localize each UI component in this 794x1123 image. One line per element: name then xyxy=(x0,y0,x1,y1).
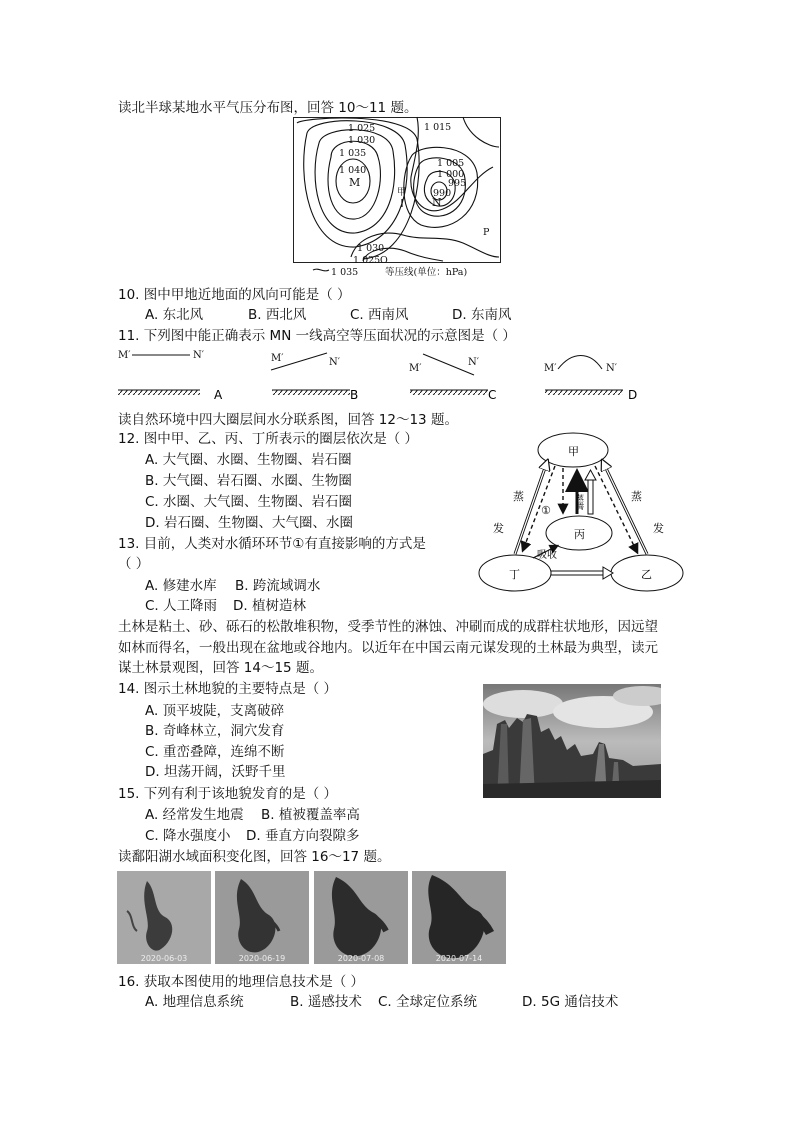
svg-text:M′: M′ xyxy=(271,353,284,364)
satellite-image-2 xyxy=(215,871,309,964)
q13-option-b: B. 跨流域调水 xyxy=(235,578,321,594)
q15-option-b: B. 植被覆盖率高 xyxy=(261,807,360,823)
svg-text:N′: N′ xyxy=(606,363,618,374)
svg-text:发: 发 xyxy=(653,522,664,535)
svg-text:N′: N′ xyxy=(193,350,205,361)
intro-isobar: 读北半球某地水平气压分布图，回答 10～11 题。 xyxy=(118,100,418,116)
q10-option-b: B. 西北风 xyxy=(248,307,307,323)
satellite-date-1: 2020-06-03 xyxy=(140,954,188,963)
q10-option-c: C. 西南风 xyxy=(350,307,409,323)
svg-text:N′: N′ xyxy=(468,357,480,368)
svg-text:1 000: 1 000 xyxy=(437,169,465,180)
satellite-image-1 xyxy=(117,871,211,964)
svg-text:1 030: 1 030 xyxy=(348,135,376,146)
svg-text:①: ① xyxy=(541,504,551,517)
svg-text:甲: 甲 xyxy=(397,187,407,198)
q16-option-b: B. 遥感技术 xyxy=(290,994,362,1010)
svg-text:蒸: 蒸 xyxy=(631,490,642,503)
intro-tulin-line3: 谋土林景观图，回答 14～15 题。 xyxy=(118,660,323,676)
q10-option-d: D. 东南风 xyxy=(452,307,512,323)
q12-option-b: B. 大气圈、岩石圈、水圈、生物圈 xyxy=(145,473,352,489)
svg-text:丁: 丁 xyxy=(509,568,520,581)
satellite-image-4 xyxy=(412,871,506,964)
svg-text:吸收: 吸收 xyxy=(537,550,557,561)
q13-option-d: D. 植树造林 xyxy=(233,598,306,614)
svg-text:N: N xyxy=(432,196,442,209)
svg-text:N′: N′ xyxy=(329,357,341,368)
svg-text:1 025: 1 025 xyxy=(353,255,381,266)
intro-tulin-line1: 土林是粘土、砂、砾石的松散堆积物，受季节性的淋蚀、冲刷而成的成群柱状地形，因远望 xyxy=(118,619,658,635)
q14-option-a: A. 顶平坡陡，支离破碎 xyxy=(145,703,285,719)
svg-text:M′: M′ xyxy=(544,363,557,374)
q15-option-a: A. 经常发生地震 xyxy=(145,807,244,823)
svg-text:蒸: 蒸 xyxy=(513,490,524,503)
svg-text:990: 990 xyxy=(433,188,452,199)
svg-text:等压线(单位：hPa): 等压线(单位：hPa) xyxy=(385,267,468,278)
q11-options-diagram xyxy=(0,345,794,405)
svg-text:M′: M′ xyxy=(409,363,422,374)
svg-text:M: M xyxy=(349,176,361,189)
tulin-landscape-photo xyxy=(483,684,661,798)
q12-option-c: C. 水圈、大气圈、生物圈、岩石圈 xyxy=(145,494,353,510)
intro-spheres: 读自然环境中四大圈层间水分联系图，回答 12～13 题。 xyxy=(118,412,458,428)
svg-text:发: 发 xyxy=(493,522,504,535)
q10-stem: 10. 图中甲地近地面的风向可能是（ ） xyxy=(118,287,351,303)
svg-text:1 035: 1 035 xyxy=(339,148,367,159)
svg-text:蒸腾: 蒸腾 xyxy=(575,494,585,510)
q14-option-b: B. 奇峰林立，洞穴发育 xyxy=(145,723,285,739)
q16-option-d: D. 5G 通信技术 xyxy=(522,994,619,1010)
svg-text:1 040: 1 040 xyxy=(339,165,367,176)
svg-text:O: O xyxy=(380,255,388,266)
satellite-image-3 xyxy=(314,871,408,964)
q14-option-c: C. 重峦叠障，连绵不断 xyxy=(145,744,285,760)
q13-stem-line1: 13. 目前，人类对水循环环节①有直接影响的方式是 xyxy=(118,536,426,552)
q12-option-d: D. 岩石圈、生物圈、大气圈、水圈 xyxy=(145,515,353,531)
q16-option-c: C. 全球定位系统 xyxy=(378,994,478,1010)
svg-text:甲: 甲 xyxy=(568,445,579,458)
satellite-date-2: 2020-06-19 xyxy=(238,954,286,963)
q15-stem: 15. 下列有利于该地貌发育的是（ ） xyxy=(118,786,338,802)
q13-option-c: C. 人工降雨 xyxy=(145,598,218,614)
svg-text:A: A xyxy=(214,388,223,402)
sphere-cycle-diagram xyxy=(475,432,687,600)
q11-stem: 11. 下列图中能正确表示 MN 一线高空等压面状况的示意图是（ ） xyxy=(118,328,516,344)
svg-text:P: P xyxy=(483,227,490,238)
satellite-date-4: 2020-07-14 xyxy=(435,954,483,963)
isobar-map-drawing xyxy=(293,117,499,279)
svg-text:D: D xyxy=(628,388,638,402)
q16-stem: 16. 获取本图使用的地理信息技术是（ ） xyxy=(118,974,365,990)
q14-stem: 14. 图示土林地貌的主要特点是（ ） xyxy=(118,681,338,697)
svg-text:M′: M′ xyxy=(118,350,131,361)
q15-option-d: D. 垂直方向裂隙多 xyxy=(246,828,360,844)
svg-text:丙: 丙 xyxy=(574,528,585,541)
svg-text:1 015: 1 015 xyxy=(424,122,452,133)
q12-stem: 12. 图中甲、乙、丙、丁所表示的圈层依次是（ ） xyxy=(118,431,419,447)
q15-option-c: C. 降水强度小 xyxy=(145,828,231,844)
satellite-date-3: 2020-07-08 xyxy=(337,954,385,963)
svg-text:C: C xyxy=(488,388,497,402)
svg-text:乙: 乙 xyxy=(641,568,652,581)
q12-option-a: A. 大气圈、水圈、生物圈、岩石圈 xyxy=(145,452,352,468)
svg-text:1 030: 1 030 xyxy=(357,243,385,254)
svg-text:995: 995 xyxy=(448,178,467,189)
q13-option-a: A. 修建水库 xyxy=(145,578,217,594)
intro-tulin-line2: 如林而得名，一般出现在盆地或谷地内。以近年在中国云南元谋发现的土林最为典型，读元 xyxy=(118,640,658,656)
q10-option-a: A. 东北风 xyxy=(145,307,204,323)
intro-poyang: 读鄱阳湖水域面积变化图，回答 16～17 题。 xyxy=(118,849,391,865)
q13-stem-line2: （ ） xyxy=(118,556,150,572)
svg-text:1 005: 1 005 xyxy=(437,158,465,169)
q16-option-a: A. 地理信息系统 xyxy=(145,994,244,1010)
svg-text:1 035: 1 035 xyxy=(331,267,359,278)
q14-option-d: D. 坦荡开阔，沃野千里 xyxy=(145,764,286,780)
svg-text:1 025: 1 025 xyxy=(348,123,376,134)
svg-text:B: B xyxy=(350,388,359,402)
